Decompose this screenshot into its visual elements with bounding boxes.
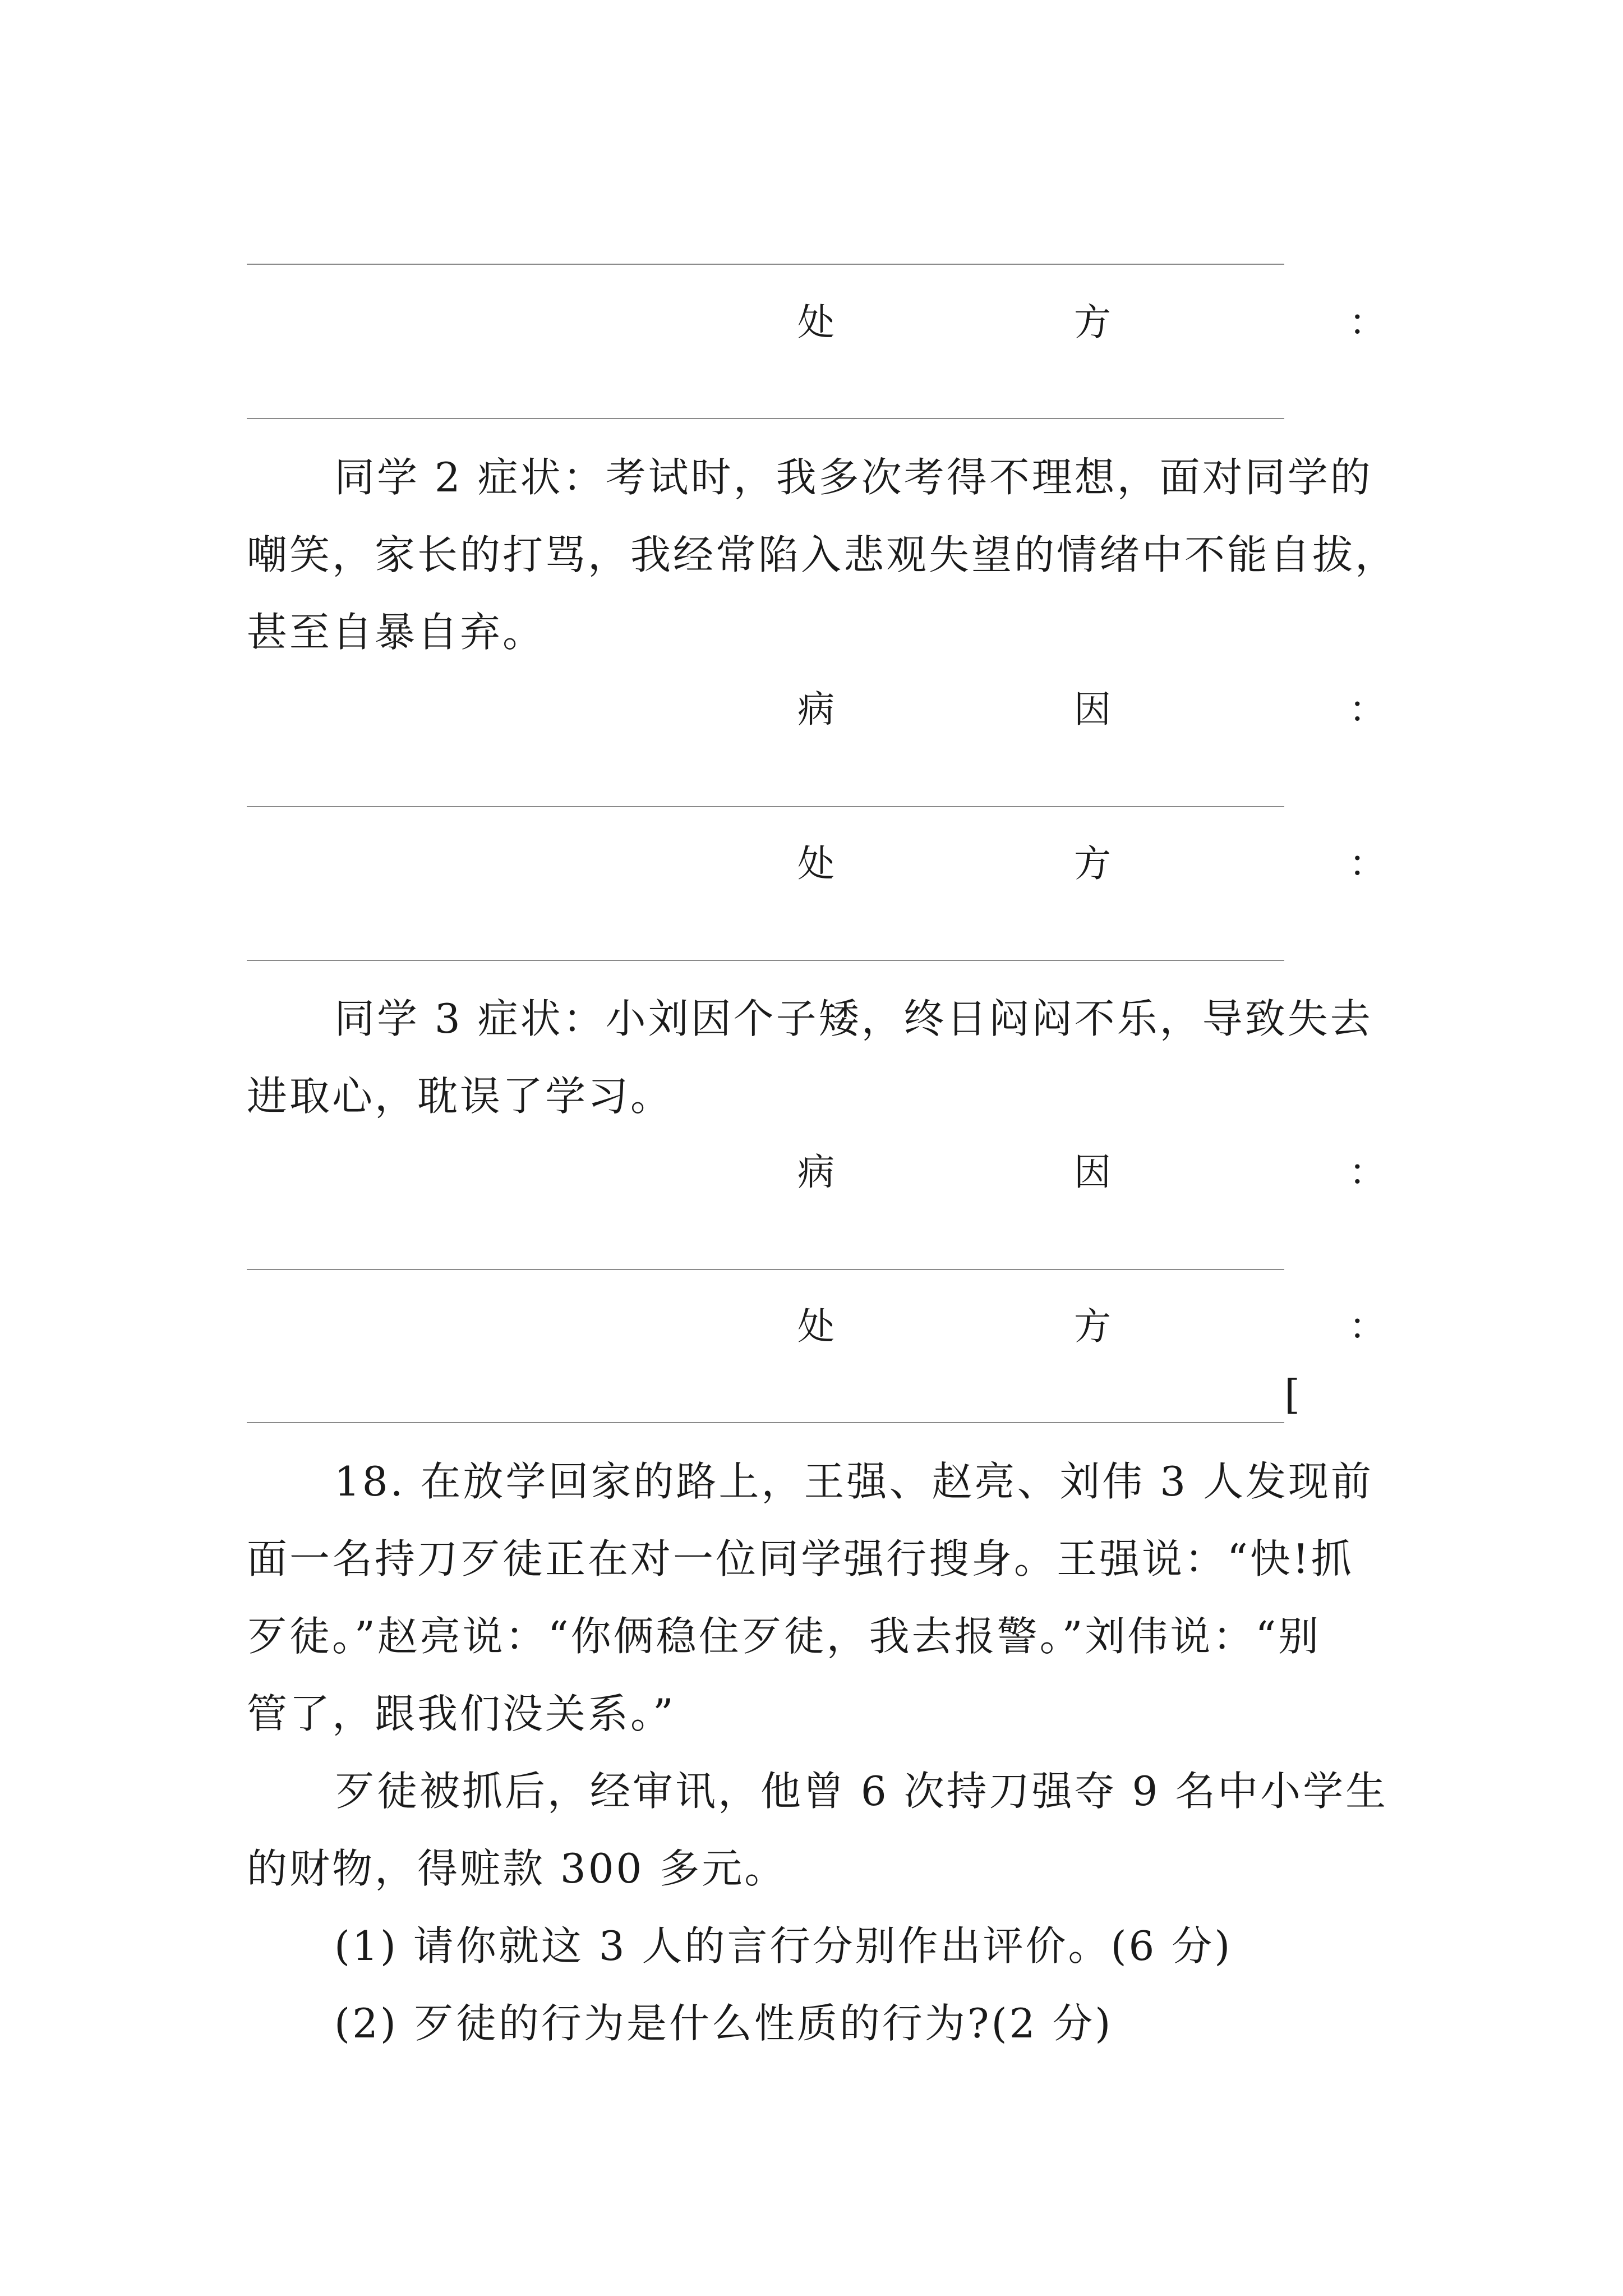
answer-line[interactable] [247,1269,1284,1270]
q18-text-line [247,1688,1391,1740]
student2-line2: 嘲笑，家长的打骂，我经常陷入悲观失望的情绪中不能自拔， [247,531,1398,578]
student2-text-line [247,452,1391,503]
label-bing: 病 [797,688,834,731]
answer-line[interactable] [247,960,1284,961]
label-colon: ： [1349,688,1386,731]
answer-line[interactable] [247,806,1284,807]
q18-subquestion [247,1920,1391,1972]
student2-text-line [247,529,1398,581]
prescription-label-row [247,1301,1386,1352]
q18-line1: 18. 在放学回家的路上，王强、赵亮、刘伟 3 人发现前 [334,1458,1373,1505]
q18-text-line [247,1533,1391,1585]
label-colon: ： [1349,1305,1386,1348]
q18-line6: 的财物，得赃款 300 多元。 [247,1845,787,1892]
student2-text-line [247,606,1391,658]
label-yin: 因 [1074,1151,1111,1194]
student3-text-line [247,993,1391,1045]
q18-line3: 歹徒。”赵亮说：“你俩稳住歹徒，我去报警。”刘伟说：“别 [247,1613,1321,1660]
label-bing: 病 [797,1151,834,1194]
label-chu: 处 [797,842,834,885]
q18-text-line [247,1765,1391,1817]
prescription-label-row [247,297,1386,348]
label-fang: 方 [1074,301,1111,344]
q18-line4: 管了，跟我们没关系。” [247,1690,676,1737]
q18-text-line [247,1611,1391,1662]
cause-label-row [247,1147,1386,1198]
label-colon: ： [1349,301,1386,344]
label-colon: ： [1349,842,1386,885]
q18-text-line [247,1456,1391,1507]
student3-line2: 进取心，耽误了学习。 [247,1073,674,1120]
label-fang: 方 [1074,842,1111,885]
prescription-label-row [247,839,1386,889]
answer-line[interactable] [247,1422,1284,1423]
student3-line1: 同学 3 症状：小刘因个子矮，终日闷闷不乐，导致失去 [334,995,1373,1042]
q18-sub2: (2) 歹徒的行为是什么性质的行为?(2 分) [334,2000,1113,2047]
answer-line[interactable] [247,264,1284,265]
cause-label-row [247,684,1386,735]
answer-line[interactable] [247,418,1284,419]
q18-line5: 歹徒被抓后，经审讯，他曾 6 次持刀强夺 9 名中小学生 [334,1768,1389,1815]
q18-line2: 面一名持刀歹徒正在对一位同学强行搜身。王强说：“快!抓 [247,1535,1354,1582]
student2-line3: 甚至自暴自弃。 [247,609,546,656]
label-fang: 方 [1074,1305,1111,1348]
student2-line1: 同学 2 症状：考试时，我多次考得不理想，面对同学的 [334,454,1373,501]
student3-text-line [247,1070,1391,1122]
q18-subquestion [247,1998,1391,2049]
label-colon: ： [1349,1151,1386,1194]
label-chu: 处 [797,301,834,344]
label-yin: 因 [1074,688,1111,731]
q18-text-line [247,1843,1391,1894]
q18-sub1: (1) 请你就这 3 人的言行分别作出评价。(6 分) [334,1922,1233,1970]
label-chu: 处 [797,1305,834,1348]
bracket-mark: [ [1284,1371,1301,1418]
